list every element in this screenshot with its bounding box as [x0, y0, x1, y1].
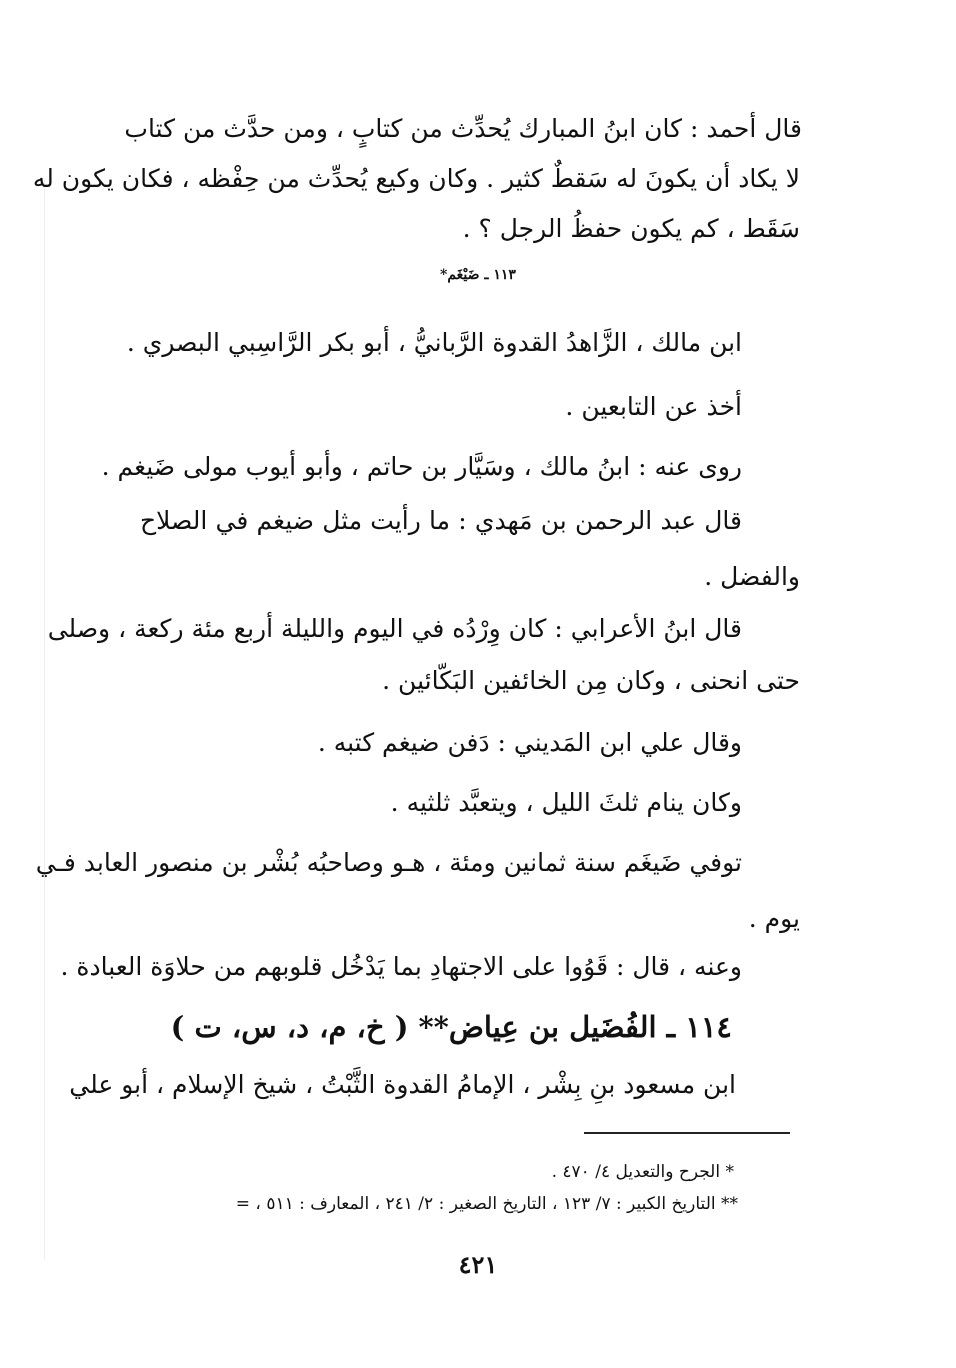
entry-114-heading: ١١٤ ـ الفُضَيل بن عِياض** ( خ، م، د، س، ت ): [170, 1010, 732, 1044]
body-line-3: سَقَط ، كم يكون حفظُ الرجل ؟ .: [462, 214, 800, 243]
page-edge-shadow: [44, 180, 45, 1260]
entry-113-line-9: وكان ينام ثلثَ الليل ، ويتعبَّد ثلثيه .: [390, 788, 742, 817]
entry-113-line-5: والفضل .: [704, 562, 800, 591]
entry-113-line-4: قال عبد الرحمن بن مَهدي : ما رأيت مثل ضيغم في الصلاح: [140, 506, 742, 535]
body-line-1: قال أحمد : كان ابنُ المبارك يُحدِّث من كتابٍ ، ومن حدَّث من كتاب: [124, 114, 802, 143]
entry-113-line-3: روى عنه : ابنُ مالك ، وسَيَّار بن حاتم ، وأبو أيوب مولى ضَيغم .: [101, 452, 742, 481]
entry-113-line-10: توفي ضَيغَم سنة ثمانين ومئة ، هـو وصاحبُه بُشْر بن منصور العابد فـي: [35, 848, 742, 877]
footnote-separator: [584, 1132, 790, 1134]
entry-113-line-1: ابن مالك ، الزَّاهدُ القدوة الرَّبانيُّ ، أبو بكر الرَّاسِبي البصري .: [126, 328, 742, 357]
entry-113-line-12: وعنه ، قال : قَوُوا على الاجتهادِ بما يَدْخُل قلوبهم من حلاوَة العبادة .: [60, 952, 742, 981]
body-line-2: لا يكاد أن يكونَ له سَقطٌ كثير . وكان وكيع يُحدِّث من حِفْظه ، فكان يكون له: [32, 164, 800, 193]
footnote-2: ** التاريخ الكبير : ٧/ ١٢٣ ، التاريخ الصغير : ٢/ ٢٤١ ، المعارف : ٥١١ ، =: [235, 1194, 738, 1214]
entry-113-line-11: يوم .: [748, 904, 800, 933]
entry-113-line-8: وقال علي ابن المَديني : دَفن ضيغم كتبه .: [317, 728, 742, 757]
entry-113-heading: ١١٣ ـ ضَيْغَم*: [440, 267, 516, 283]
entry-114-line-1: ابن مسعود بنِ بِشْر ، الإمامُ القدوة الثَّبْتُ ، شيخ الإسلام ، أبو علي: [69, 1070, 736, 1099]
entry-113-line-7: حتى انحنى ، وكان مِن الخائفين البَكّائين .: [382, 666, 800, 695]
entry-113-line-2: أخذ عن التابعين .: [565, 392, 742, 421]
footnote-1: * الجرح والتعديل ٤/ ٤٧٠ .: [551, 1162, 734, 1182]
entry-113-line-6: قال ابنُ الأعرابي : كان وِرْدُه في اليوم والليلة أربع مئة ركعة ، وصلى: [47, 614, 742, 643]
page-number: ٤٢١: [458, 1250, 498, 1279]
